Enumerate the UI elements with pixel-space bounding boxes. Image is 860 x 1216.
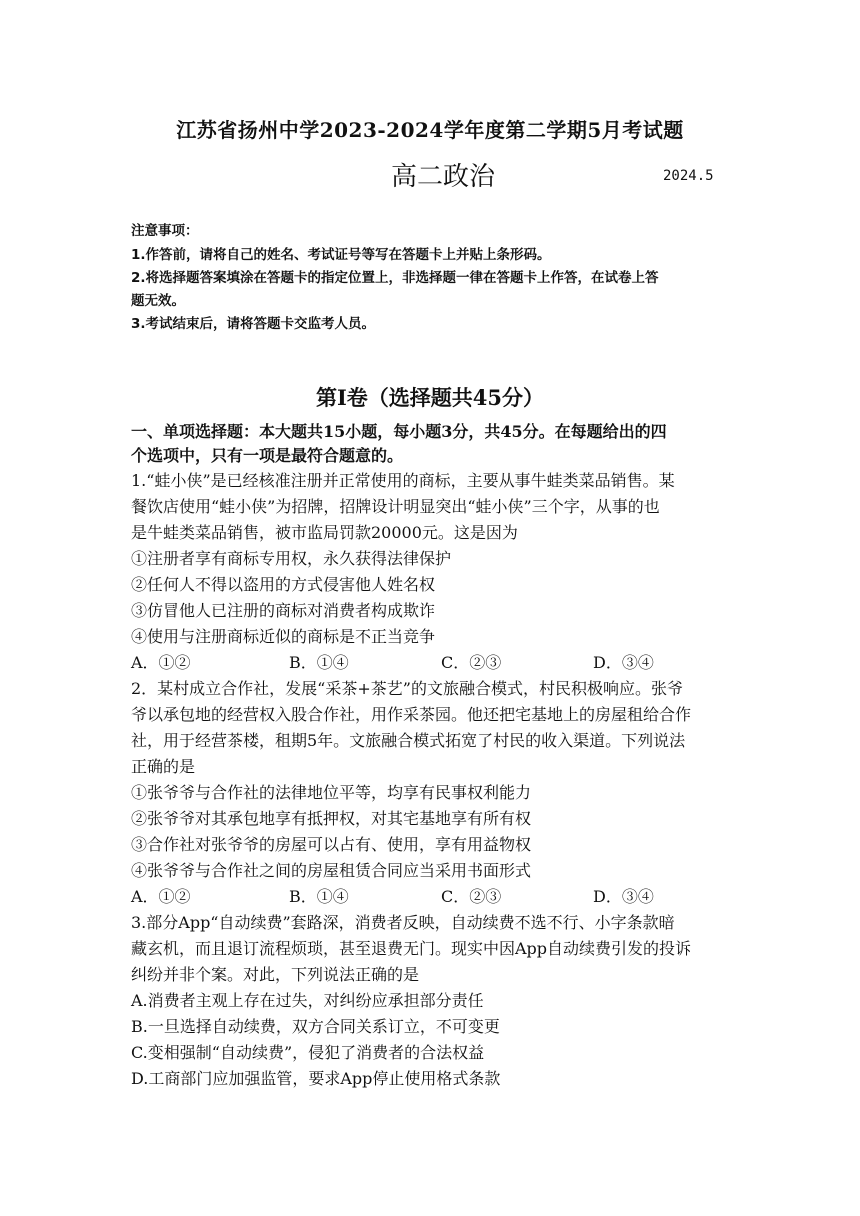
exam-date: 2024.5 <box>663 168 714 184</box>
section-instructions: 个选项中，只有一项是最符合题意的。 <box>131 446 404 465</box>
question-stem-line: 社，用于经营茶楼，租期5年。文旅融合模式拓宽了村民的收入渠道。下列说法 <box>131 731 686 750</box>
section-title: 第Ⅰ卷（选择题共45分） <box>315 385 545 410</box>
question-item: ④张爷爷与合作社之间的房屋租赁合同应当采用书面形式 <box>131 861 532 880</box>
question-item: ④使用与注册商标近似的商标是不正当竞争 <box>131 627 436 646</box>
option-b: B．①④ <box>289 887 349 906</box>
exam-title: 江苏省扬州中学2023-2024学年度第二学期5月考试题 <box>176 118 684 142</box>
question-option: C.变相强制“自动续费”，侵犯了消费者的合法权益 <box>131 1043 485 1062</box>
question-item: ①张爷爷与合作社的法律地位平等，均享有民事权利能力 <box>131 783 532 802</box>
note-item: 2.将选择题答案填涂在答题卡的指定位置上，非选择题一律在答题卡上作答，在试卷上答 <box>131 270 659 286</box>
option-a: A．①② <box>131 887 191 906</box>
question-stem-line: 是牛蛙类菜品销售，被市监局罚款20000元。这是因为 <box>131 523 518 542</box>
option-b: B．①④ <box>289 653 349 672</box>
question-option: D.工商部门应加强监管，要求App停止使用格式条款 <box>131 1069 501 1088</box>
note-item: 1.作答前，请将自己的姓名、考试证号等写在答题卡上并贴上条形码。 <box>131 247 551 263</box>
question-item: ③合作社对张爷爷的房屋可以占有、使用，享有用益物权 <box>131 835 532 854</box>
question-stem-line: 藏玄机，而且退订流程烦琐，甚至退费无门。现实中因App自动续费引发的投诉 <box>131 939 692 958</box>
question-item: ①注册者享有商标专用权，永久获得法律保护 <box>131 549 452 568</box>
question-item: ②任何人不得以盗用的方式侵害他人姓名权 <box>131 575 436 594</box>
question-stem-line: 餐饮店使用“蛙小侠”为招牌，招牌设计明显突出“蛙小侠”三个字，从事的也 <box>131 497 660 516</box>
note-item: 题无效。 <box>131 293 185 309</box>
option-c: C．②③ <box>441 887 502 906</box>
note-item: 3.考试结束后，请将答题卡交监考人员。 <box>131 316 376 332</box>
question-stem-line: 3.部分App“自动续费”套路深，消费者反映，自动续费不选不行、小字条款暗 <box>131 913 675 932</box>
option-d: D．③④ <box>593 653 654 672</box>
option-d: D．③④ <box>593 887 654 906</box>
question-item: ③仿冒他人已注册的商标对消费者构成欺诈 <box>131 601 436 620</box>
notes-heading: 注意事项： <box>131 223 199 239</box>
option-c: C．②③ <box>441 653 502 672</box>
question-stem-line: 纠纷并非个案。对此，下列说法正确的是 <box>131 965 420 984</box>
question-stem-line: 爷以承包地的经营权入股合作社，用作采茶园。他还把宅基地上的房屋租给合作 <box>131 705 692 724</box>
question-option: A.消费者主观上存在过失，对纠纷应承担部分责任 <box>131 991 484 1010</box>
question-stem-line: 正确的是 <box>131 757 196 776</box>
question-stem-line: 2．某村成立合作社，发展“采茶+茶艺”的文旅融合模式，村民积极响应。张爷 <box>131 679 683 698</box>
question-item: ②张爷爷对其承包地享有抵押权，对其宅基地享有所有权 <box>131 809 532 828</box>
question-option: B.一旦选择自动续费，双方合同关系订立，不可变更 <box>131 1017 500 1036</box>
exam-subject: 高二政治 <box>391 162 496 192</box>
section-instructions: 一、单项选择题：本大题共15小题，每小题3分，共45分。在每题给出的四 <box>131 422 667 441</box>
option-a: A．①② <box>131 653 191 672</box>
question-stem-line: 1.“蛙小侠”是已经核准注册并正常使用的商标，主要从事牛蛙类菜品销售。某 <box>131 471 675 490</box>
